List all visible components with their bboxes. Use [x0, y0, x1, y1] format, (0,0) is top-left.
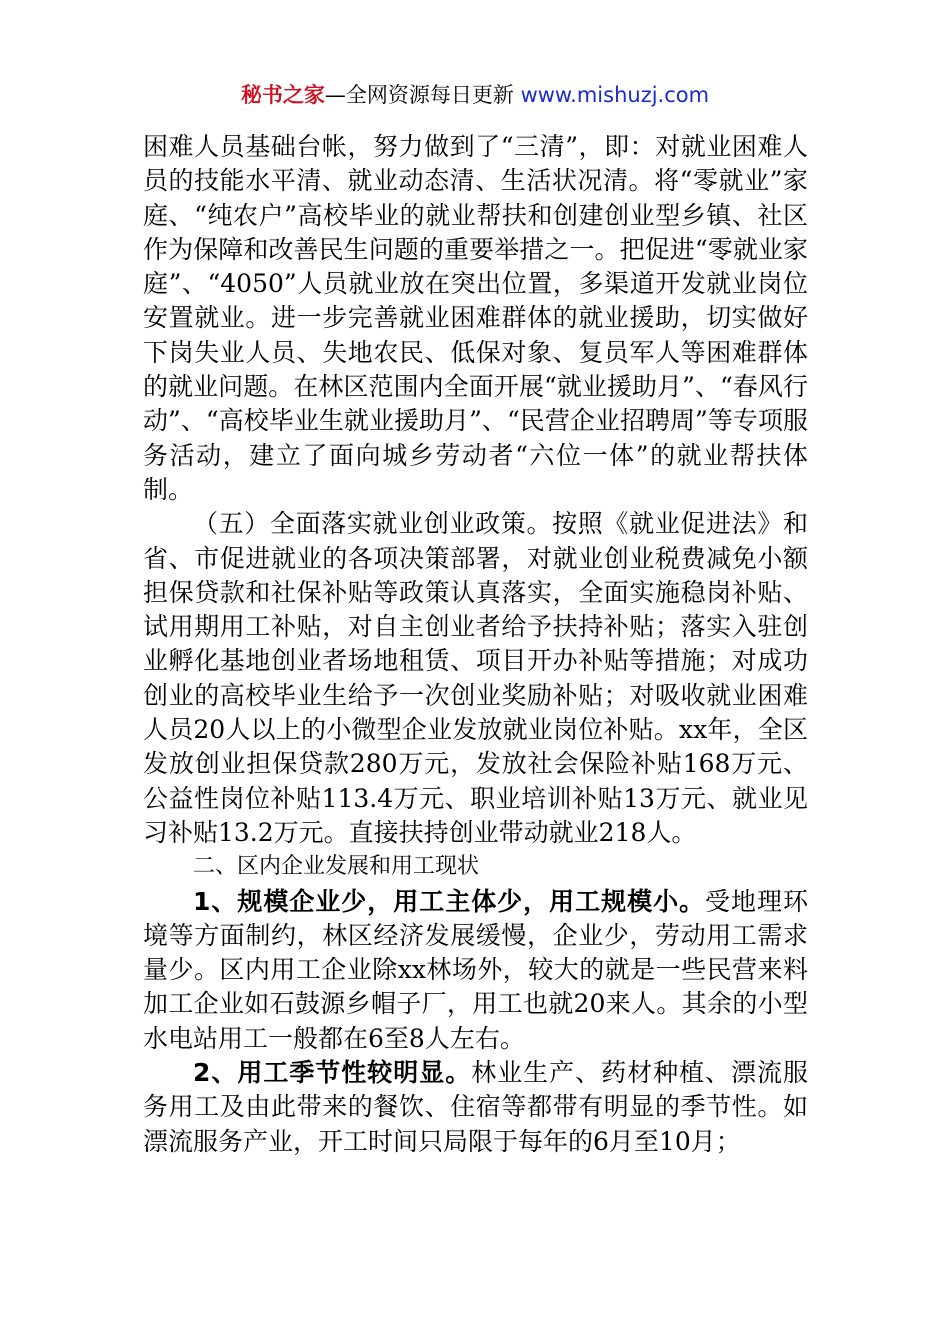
paragraph-text: 受地理环境等方面制约，林区经济发展缓慢，企业少，劳动用工需求量少。区内用工企业除xx林场外，较大的就是一些民营来料加工企业如石鼓源乡帽子厂，用工也就20来人。其余的小型水电站用工一般都在6至8人左右。: [143, 886, 808, 1053]
paragraph-enterprise-scale: [143, 885, 808, 1056]
header-tagline: —全网资源每日更新: [324, 83, 514, 107]
paragraph-employment-assistance: 困难人员基础台帐，努力做到了“三清”，即：对就业困难人员的技能水平清、就业动态清、生活状况清。将“零就业”家庭、“纯农户”高校毕业的就业帮扶和创建创业型乡镇、社区作为保障和改善民生问题的重要举措之一。把促进“零就业家庭”、“4050”人员就业放在突出位置，多渠道开发就业岗位安置就业。进一步完善就业困难群体的就业援助，切实做好下岗失业人员、失地农民、低保对象、复员军人等困难群体的就业问题。在林区范围内全面开展“就业援助月”、“春风行动”、“高校毕业生就业援助月”、“民营企业招聘周”等专项服务活动，建立了面向城乡劳动者“六位一体”的就业帮扶体制。: [143, 132, 808, 504]
paragraph-seasonality: [143, 1056, 808, 1159]
paragraph-lead-bold: 2、用工季节性较明显。: [193, 1058, 472, 1088]
paragraph-text: 林业生产、药材种植、漂流服务用工及由此带来的餐饮、住宿等都带有明显的季节性。如漂流服务产业，开工时间只局限于每年的6月至10月；: [143, 1058, 808, 1156]
paragraph-lead-bold: 1、规模企业少，用工主体少，用工规模小。: [193, 886, 706, 916]
site-header: [0, 80, 950, 110]
brand-name: 秘书之家: [240, 83, 325, 107]
site-url-link[interactable]: www.mishuzj.com: [520, 83, 710, 107]
section-heading: 二、区内企业发展和用工现状: [193, 854, 480, 880]
paragraph-policy-implementation: （五）全面落实就业创业政策。按照《就业促进法》和省、市促进就业的各项决策部署，对就业创业税费减免小额担保贷款和社保补贴等政策认真落实，全面实施稳岗补贴、试用期用工补贴，对自主创业者给予扶持补贴；落实入驻创业孵化基地创业者场地租赁、项目开办补贴等措施；对成功创业的高校毕业生给予一次创业奖励补贴；对吸收就业困难人员20人以上的小微型企业发放就业岗位补贴。xx年，全区发放创业担保贷款280万元，发放社会保险补贴168万元、公益性岗位补贴113.4万元、职业培训补贴13万元、就业见习补贴13.2万元。直接扶持创业带动就业218人。: [143, 509, 808, 847]
document-body: [143, 130, 808, 1159]
